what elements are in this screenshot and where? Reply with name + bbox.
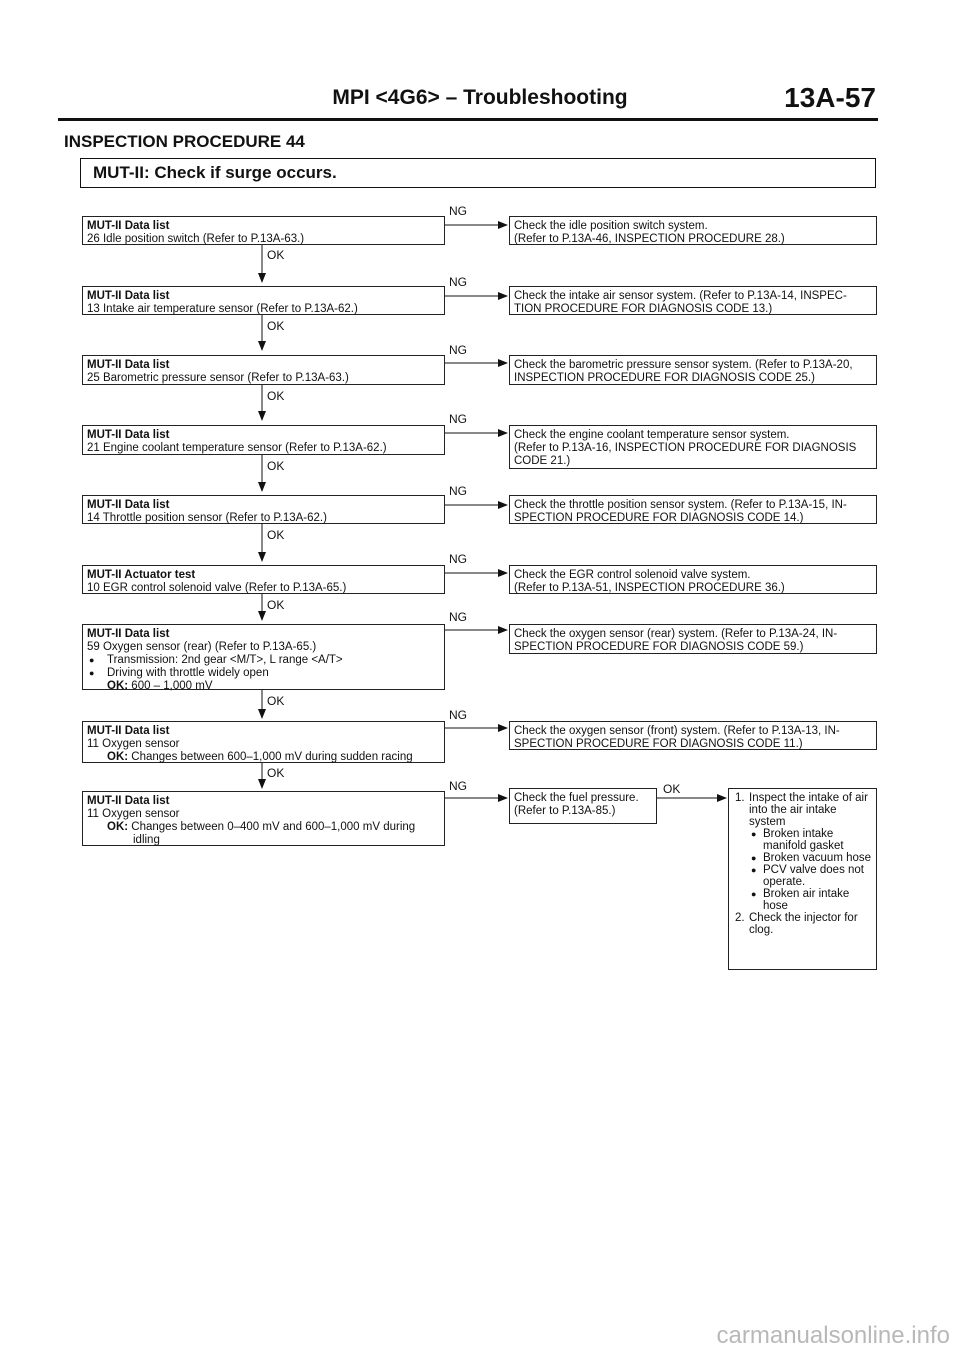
step-box-9	[82, 791, 445, 846]
step-ok-criteria	[87, 680, 440, 693]
ng-action-box-1	[509, 216, 877, 245]
ng-action-line: TION PROCEDURE FOR DIAGNOSIS CODE 13.)	[514, 303, 773, 315]
step-heading: MUT-II Data list	[87, 795, 170, 807]
ng-action-box-4	[509, 425, 877, 469]
step-line: 21 Engine coolant temperature sensor (Refer to P.13A-62.)	[87, 442, 387, 454]
ng-label: NG	[449, 275, 467, 289]
ng-action-line: Check the throttle position sensor system. (Refer to P.13A-15, IN-	[514, 499, 847, 511]
ok-label: OK	[267, 459, 285, 473]
ok-label: OK	[267, 766, 285, 780]
step-box-1	[82, 216, 445, 245]
step-box-8	[82, 721, 445, 763]
ng-action-line: (Refer to P.13A-16, INSPECTION PROCEDURE FOR DIAGNOSIS	[514, 442, 857, 454]
step-line: 14 Throttle position sensor (Refer to P.13A-62.)	[87, 512, 327, 524]
step-line: 26 Idle position switch (Refer to P.13A-63.)	[87, 233, 305, 245]
ok-label: OK	[267, 319, 285, 333]
step-bullet: ● Driving with throttle widely open	[87, 667, 440, 680]
step-box-7	[82, 624, 445, 690]
fuel-pressure-check-box	[509, 788, 657, 824]
step-line: 59 Oxygen sensor (rear) (Refer to P.13A-65.)	[87, 641, 317, 653]
check-title: MUT-II: Check if surge occurs.	[93, 163, 337, 182]
step-heading: MUT-II Data list	[87, 499, 170, 511]
ok-label: OK	[663, 782, 681, 796]
step-box-4	[82, 425, 445, 455]
ok-criteria-text-cont: idling	[133, 834, 160, 846]
ng-action-line: (Refer to P.13A-46, INSPECTION PROCEDURE 28.)	[514, 233, 785, 245]
final-action-box	[728, 788, 877, 970]
ok-label: OK	[267, 389, 285, 403]
step-line: 10 EGR control solenoid valve (Refer to P.13A-65.)	[87, 582, 347, 594]
step-box-6	[82, 565, 445, 594]
step-line: 25 Barometric pressure sensor (Refer to P.13A-63.)	[87, 372, 349, 384]
ng-action-line: INSPECTION PROCEDURE FOR DIAGNOSIS CODE 25.)	[514, 372, 815, 384]
final-item-text: Inspect the intake of air into the air intake system	[749, 792, 868, 828]
step-ok-criteria	[87, 821, 440, 834]
ng-action-box-2	[509, 286, 877, 315]
step-box-3	[82, 355, 445, 385]
final-sub-item: ● Broken air intake hose	[733, 888, 872, 912]
step-box-5	[82, 495, 445, 524]
step-heading: MUT-II Data list	[87, 220, 170, 232]
ok-criteria-text: 600 – 1,000 mV	[131, 680, 213, 692]
ng-label: NG	[449, 779, 467, 793]
ng-action-line: Check the oxygen sensor (front) system. (Refer to P.13A-13, IN-	[514, 725, 840, 737]
final-item-text: Check the injector for clog.	[749, 912, 858, 936]
ng-label: NG	[449, 412, 467, 426]
step-heading: MUT-II Data list	[87, 290, 170, 302]
ng-action-line: SPECTION PROCEDURE FOR DIAGNOSIS CODE 11.)	[514, 738, 803, 750]
ok-label: OK	[267, 598, 285, 612]
ng-label: NG	[449, 204, 467, 218]
ng-label: NG	[449, 484, 467, 498]
step-heading: MUT-II Actuator test	[87, 569, 196, 581]
step-line: 13 Intake air temperature sensor (Refer to P.13A-62.)	[87, 303, 358, 315]
step-bullet: ● Transmission: 2nd gear <M/T>, L range <A/T>	[87, 654, 440, 667]
final-sub-item: ● Broken vacuum hose	[733, 852, 872, 864]
final-item-number: 1.	[735, 792, 745, 804]
step-heading: MUT-II Data list	[87, 725, 170, 737]
ok-label: OK	[267, 248, 285, 262]
page-number: 13A-57	[784, 82, 876, 113]
step-heading: MUT-II Data list	[87, 429, 170, 441]
final-item-number: 2.	[735, 912, 745, 924]
ng-label: NG	[449, 708, 467, 722]
fuel-check-line: (Refer to P.13A-85.)	[514, 805, 616, 817]
step-heading: MUT-II Data list	[87, 359, 170, 371]
step-line: 11 Oxygen sensor	[87, 808, 180, 820]
final-sub-item: ● Broken intake manifold gasket	[733, 828, 872, 852]
ng-label: NG	[449, 610, 467, 624]
final-item-2	[733, 912, 872, 936]
final-sub-item: ● PCV valve does not operate.	[733, 864, 872, 888]
ng-action-box-3	[509, 355, 877, 385]
step-ok-criteria	[87, 751, 440, 764]
step-line: 11 Oxygen sensor	[87, 738, 180, 750]
final-item-1	[733, 792, 872, 828]
ok-label: OK	[267, 694, 285, 708]
ng-action-box-6	[509, 565, 877, 594]
ng-action-line: Check the barometric pressure sensor system. (Refer to P.13A-20,	[514, 359, 853, 371]
ok-criteria-label: OK:	[107, 821, 129, 833]
fuel-check-line: Check the fuel pressure.	[514, 792, 639, 804]
ok-label: OK	[267, 528, 285, 542]
page-title: MPI <4G6> – Troubleshooting	[332, 86, 628, 109]
ng-action-line: Check the idle position switch system.	[514, 220, 708, 232]
step-heading: MUT-II Data list	[87, 628, 170, 640]
ng-label: NG	[449, 552, 467, 566]
ok-criteria-label: OK:	[107, 680, 129, 692]
ng-label: NG	[449, 343, 467, 357]
ng-action-box-8	[509, 721, 877, 750]
ng-action-line: SPECTION PROCEDURE FOR DIAGNOSIS CODE 14.)	[514, 512, 804, 524]
ng-action-line: Check the EGR control solenoid valve system.	[514, 569, 751, 581]
ok-criteria-text: Changes between 600–1,000 mV during sudden racing	[131, 751, 413, 763]
ok-criteria-text: Changes between 0–400 mV and 600–1,000 mV during	[131, 821, 416, 833]
procedure-title: INSPECTION PROCEDURE 44	[64, 132, 305, 151]
ng-action-box-5	[509, 495, 877, 524]
step-box-2	[82, 286, 445, 315]
ng-action-line: (Refer to P.13A-51, INSPECTION PROCEDURE 36.)	[514, 582, 785, 594]
ng-action-box-7	[509, 624, 877, 654]
watermark: carmanualsonline.info	[716, 1322, 950, 1349]
ng-action-line: SPECTION PROCEDURE FOR DIAGNOSIS CODE 59.)	[514, 641, 804, 653]
ng-action-line: CODE 21.)	[514, 455, 571, 467]
ng-action-line: Check the oxygen sensor (rear) system. (Refer to P.13A-24, IN-	[514, 628, 838, 640]
ng-action-line: Check the intake air sensor system. (Refer to P.13A-14, INSPEC-	[514, 290, 847, 302]
ng-action-line: Check the engine coolant temperature sensor system.	[514, 429, 790, 441]
ok-criteria-label: OK:	[107, 751, 129, 763]
